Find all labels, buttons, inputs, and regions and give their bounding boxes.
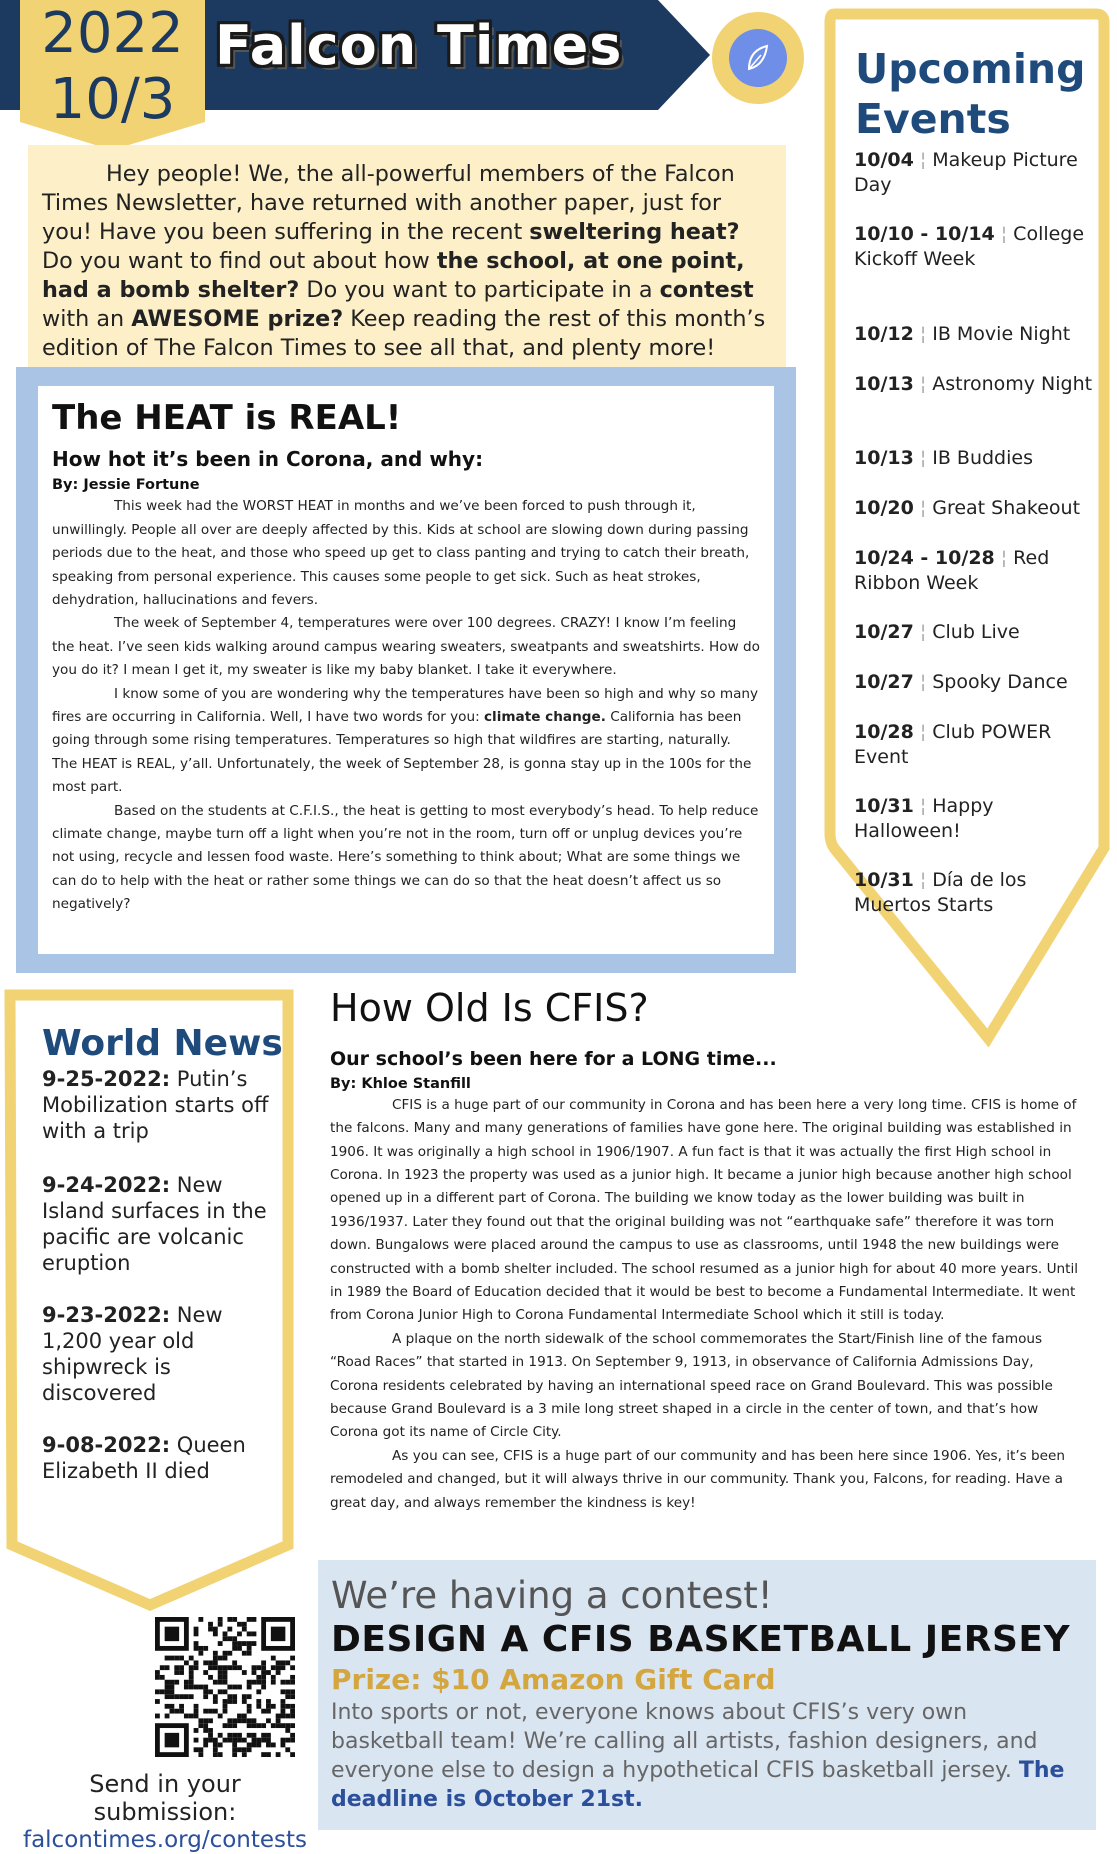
issue-date: 10/3 (49, 67, 176, 132)
newsletter-logo (712, 12, 804, 104)
event-date: 10/24 - 10/28 (854, 547, 995, 569)
contest-box (318, 1560, 1096, 1830)
world-news-text: Putin’s Mobilization starts off with a trip (42, 1067, 269, 1143)
event-item (854, 868, 1094, 918)
world-news-date: 9-08-2022: (42, 1433, 171, 1457)
world-news-item (42, 1172, 272, 1276)
event-separator: ¦ (919, 721, 927, 743)
event-item (854, 670, 1094, 695)
event-date: 10/10 - 10/14 (854, 223, 995, 245)
newsletter-title: Falcon Times (215, 14, 623, 77)
submission-label: Send in your submission: (89, 1770, 241, 1826)
contest-description: Into sports or not, everyone knows about CFIS’s very own basketball team! We’re calling all artists, fashion designers, and everyone else to design a hypothetical CFIS basketball jersey. The deadline is October 21st. (331, 1700, 1065, 1812)
article-byline: By: Khloe Stanfill (330, 1075, 471, 1092)
article-subtitle: How hot it’s been in Corona, and why: (52, 447, 484, 472)
event-separator: ¦ (1000, 547, 1008, 569)
event-item (854, 794, 1094, 844)
event-date: 10/04 (854, 149, 914, 171)
event-date: 10/27 (854, 671, 914, 693)
contest-title: DESIGN A CFIS BASKETBALL JERSEY (331, 1619, 1071, 1660)
world-news-text: Queen Elizabeth II died (42, 1433, 246, 1483)
cfis-article (330, 988, 1080, 1515)
world-news-date: 9-24-2022: (42, 1173, 171, 1197)
event-separator: ¦ (919, 149, 927, 171)
contest-deadline: The deadline is October 21st. (331, 1758, 1065, 1812)
event-name: Astronomy Night (932, 373, 1093, 395)
event-item (854, 496, 1094, 521)
event-item (854, 546, 1094, 596)
event-name: Spooky Dance (932, 671, 1068, 693)
submission-link[interactable]: falcontimes.org/contests (22, 1827, 308, 1853)
world-news-text: New 1,200 year old shipwreck is discovered (42, 1303, 223, 1405)
article-subtitle: Our school’s been here for a LONG time... (330, 1047, 777, 1070)
article-body: CFIS is a huge part of our community in Corona and has been here a very long time. CFIS is home of the falcons. Many and many generations of families have gone here. The original building was established in 1906. It was originally a high school in 1906/1907. A fun fact is that it was actually the first High school in Corona. In 1923 the property was used as a junior high. It became a junior high because another high school opened up in a different part of Corona. The building we know today as the lower building was built in 1936/1937. Later they found out that the original building was not “earthquake safe” therefore it was torn down. Bungalows were placed around the campus to use as classrooms, until 1948 the new buildings were constructed with a bomb shelter included. The school resumed as a junior high for about 40 more years. Until in 1989 the Board of Education decided that it would be best to become a Fundamental Intermediate. It went from Corona Junior High to Corona Fundamental Intermediate School which it still is today. A plaque on the north sidewalk of the school commemorates the Start/Finish line of the famous “Road Races” that started in 1913. On September 9, 1913, in observance of California Admissions Day, Corona residents celebrated by having an international speed race on Grand Boulevard. This was possible because Grand Boulevard is a 3 mile long street shaped in a circle in the center of town, and that’s how Corona got its name of Circle City. As you can see, CFIS is a huge part of our community and has been here since 1906. Yes, it’s been remodeled and changed, but it will always thrive in our community. Thank you, Falcons, for reading. Have a great day, and always remember the kindness is key! (330, 1096, 1079, 1511)
issue-year: 2022 (41, 1, 184, 66)
event-name: College Kickoff Week (854, 223, 1085, 270)
event-name: Día de los Muertos Starts (854, 869, 1027, 916)
event-separator: ¦ (919, 373, 927, 395)
world-news-item (42, 1302, 272, 1406)
contest-prize: Prize: $10 Amazon Gift Card (331, 1663, 776, 1696)
event-name: Red Ribbon Week (854, 547, 1050, 594)
event-date: 10/20 (854, 497, 914, 519)
article-body: This week had the WORST HEAT in months and we’ve been forced to push through it, unwillingly. People all over are deeply affected by this. Kids at school are slowing down during passing periods due to the heat, and those who speed up get to class panting and trying to catch their breath, speaking from personal experience. This causes some people to get sick. Such as heat strokes, dehydration, hallucinations and fevers. The week of September 4, temperatures were over 100 degrees. CRAZY! I know I’m feeling the heat. I’ve seen kids walking around campus wearing sweaters, sweatpants and sweatshirts. How do you do it? I mean I get it, my sweater is like my baby blanket. I take it everywhere. I know some of you are wondering why the temperatures have been so high and why so many fires are occurring in California. Well, I have two words for you: climate change. California has been going through some rising temperatures. Temperatures so high that wildfires are starting, naturally. The HEAT is REAL, y’all. Unfortunately, the week of September 28, is gonna stay up in the 100s for the most part. Based on the students at C.F.I.S., the heat is getting to most everybody’s head. To help reduce climate change, maybe turn off a light when you’re not in the room, turn off or unplug devices you’re not using, recycle and lessen food waste. Here’s something to think about; What are some things we can do to help with the heat or rather some things we can do so that the heat doesn’t affect us so negatively? (52, 498, 760, 913)
world-news-item (42, 1432, 272, 1484)
intro-paragraph: Hey people! We, the all-powerful members of the Falcon Times Newsletter, have returned with another paper, just for you! Have you been suffering in the recent sweltering heat? Do you want to find out about how the school, at one point, had a bomb shelter? Do you want to participate in a contest with an AWESOME prize? Keep reading the rest of this month’s edition of The Falcon Times to see all that, and plenty more! (28, 145, 786, 367)
event-date: 10/28 (854, 721, 914, 743)
event-date: 10/12 (854, 323, 914, 345)
event-item (854, 446, 1094, 471)
event-separator: ¦ (919, 869, 927, 891)
submission-info (20, 1770, 310, 1854)
event-item (854, 720, 1094, 770)
event-item (854, 322, 1094, 347)
feather-icon (729, 29, 787, 87)
world-news-date: 9-25-2022: (42, 1067, 171, 1091)
events-title: Upcoming Events (855, 45, 1086, 143)
event-name: Great Shakeout (932, 497, 1081, 519)
event-item (854, 148, 1094, 198)
event-item (854, 372, 1094, 397)
article-title: The HEAT is REAL! (52, 398, 402, 438)
event-name: Happy Halloween! (854, 795, 994, 842)
event-item (854, 620, 1094, 645)
event-name: Makeup Picture Day (854, 149, 1078, 196)
contest-heading: We’re having a contest! (331, 1574, 773, 1617)
event-name: IB Movie Night (932, 323, 1071, 345)
world-news-item (42, 1066, 272, 1144)
article-title: How Old Is CFIS? (330, 986, 649, 1030)
event-date: 10/27 (854, 621, 914, 643)
world-news-date: 9-23-2022: (42, 1303, 171, 1327)
event-separator: ¦ (919, 447, 927, 469)
qr-code-icon[interactable] (155, 1617, 295, 1757)
heat-article (38, 386, 774, 954)
event-separator: ¦ (919, 795, 927, 817)
event-date: 10/31 (854, 869, 914, 891)
event-date: 10/31 (854, 795, 914, 817)
event-name: Club Live (932, 621, 1020, 643)
world-news-text: New Island surfaces in the pacific are volcanic eruption (42, 1173, 267, 1275)
event-name: IB Buddies (932, 447, 1033, 469)
event-name: Club POWER Event (854, 721, 1052, 768)
event-date: 10/13 (854, 373, 914, 395)
event-date: 10/13 (854, 447, 914, 469)
event-separator: ¦ (919, 323, 927, 345)
event-item (854, 222, 1094, 272)
article-byline: By: Jessie Fortune (52, 477, 200, 494)
event-separator: ¦ (919, 621, 927, 643)
event-separator: ¦ (919, 497, 927, 519)
world-news-title: World News (42, 1023, 283, 1064)
event-separator: ¦ (919, 671, 927, 693)
event-separator: ¦ (1000, 223, 1008, 245)
